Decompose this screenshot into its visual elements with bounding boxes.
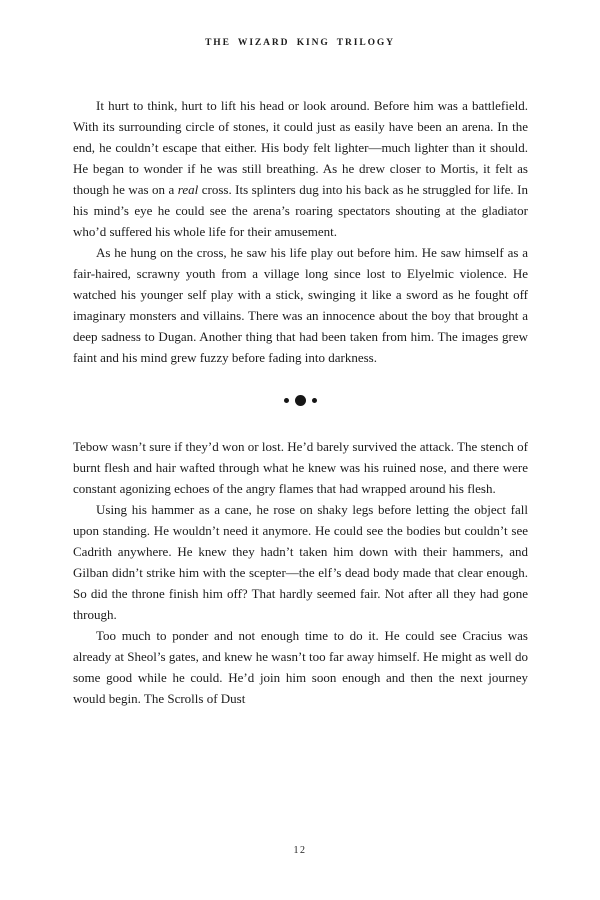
ornament-dot-small-left: [284, 398, 289, 403]
text-block: [73, 95, 528, 709]
scene-break-ornament: [73, 395, 528, 406]
running-header: THE WIZARD KING TRILOGY: [205, 38, 395, 48]
paragraph-5: Too much to ponder and not enough time to do it. He could see Cracius was already at Sheol’s gates, and knew he wasn’t too far away himself. He might as well do some good while he could. He’d join him soon enough and then the next journey would begin. The Scrolls of Dust: [73, 628, 528, 706]
paragraph-3: Tebow wasn’t sure if they’d won or lost. He’d barely survived the attack. The stench of burnt flesh and hair wafted through what he knew was his ruined nose, and there were constant agonizing echoes of the angry flames that had wrapped around his flesh.: [73, 439, 528, 496]
page-number: 12: [293, 845, 307, 856]
paragraph-4: Using his hammer as a cane, he rose on shaky legs before letting the object fall upon standing. He wouldn’t need it anymore. He could see the bodies but couldn’t see Cadrith anywhere. He knew they hadn’t taken him down with their hammers, and Gilban didn’t strike him with the scepter—the elf’s dead body made that clear enough. So did the throne finish him off? That hardly seemed fair. Not after all they had gone through.: [73, 502, 528, 622]
ornament-dot-large: [295, 395, 306, 406]
paragraph-2: As he hung on the cross, he saw his life play out before him. He saw himself as a fair-haired, scrawny youth from a village long since lost to Elyelmic violence. He watched his younger self play with a stick, swinging it like a sword as he fought off imaginary monsters and villains. There was an innocence about the boy that brought a deep sadness to Dugan. Another thing that had been taken from him. The images grew faint and his mind grew fuzzy before fading into darkness.: [73, 245, 528, 365]
paragraph-1-text-start: It hurt to think, hurt to lift his head or look around. Before him was a battlefield. With its surrounding circle of stones, it could just as easily have been an arena. In the end, he couldn’t escape that either. His body felt lighter—much lighter than it should. He began to wonder if he was still breathing. As he drew closer to Mortis, it felt as though he was on a: [73, 98, 528, 197]
ornament-dot-small-right: [312, 398, 317, 403]
paragraph-1-text-end: cross. Its splinters dug into his back as he struggled for life. In his mind’s eye he could see the arena’s roaring spectators shouting at the gladiator who’d suffered his whole life for their amusement.: [73, 182, 528, 239]
paragraph-1: [73, 95, 528, 242]
italic-word: real: [177, 182, 199, 197]
